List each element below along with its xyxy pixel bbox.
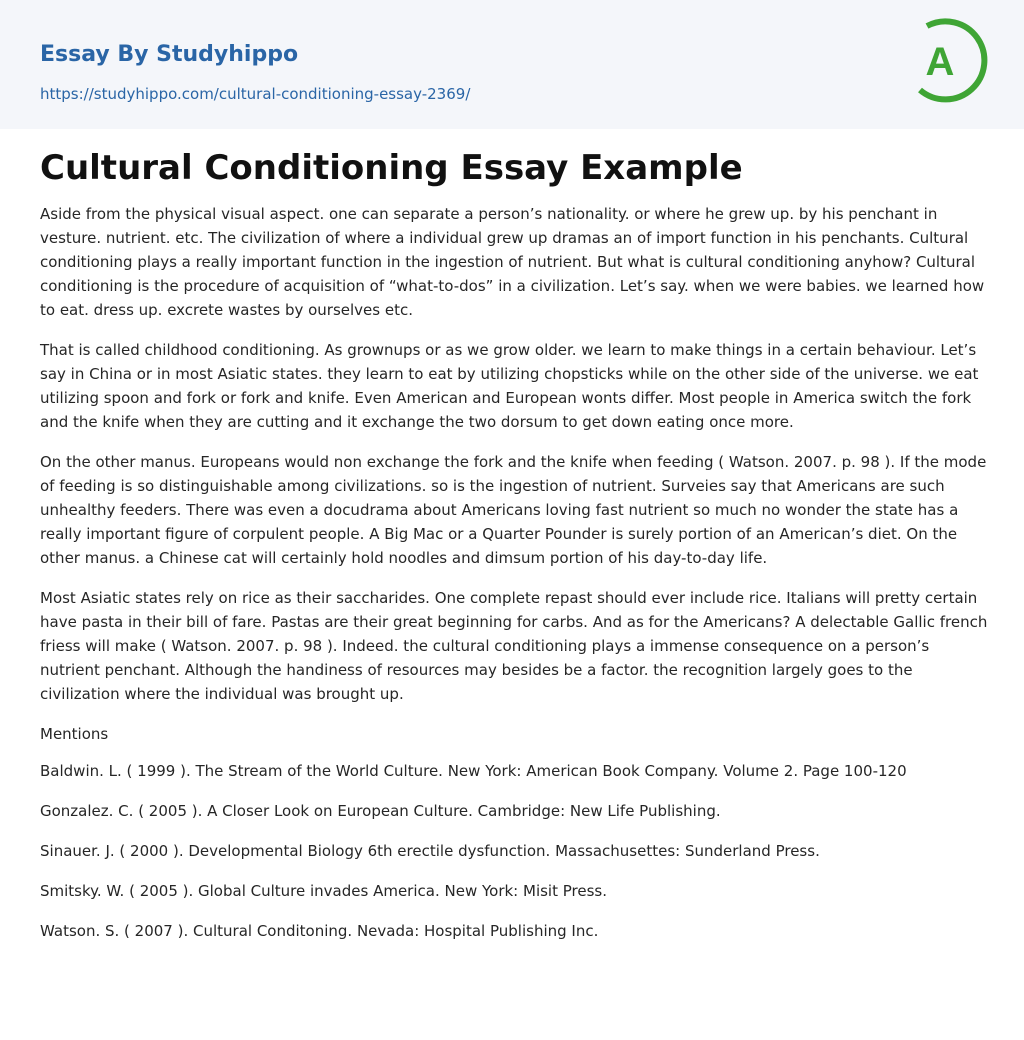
page-title: Cultural Conditioning Essay Example: [40, 148, 743, 188]
reference-item: Sinauer. J. ( 2000 ). Developmental Biology 6th erectile dysfunction. Massachusettes: Sunderland Press.: [40, 842, 820, 860]
article: [40, 144, 988, 959]
studyhippo-logo[interactable]: [910, 18, 988, 106]
references-heading: Mentions: [40, 725, 109, 743]
brand-title[interactable]: Essay By Studyhippo: [40, 42, 299, 67]
reference-item: Baldwin. L. ( 1999 ). The Stream of the World Culture. New York: American Book Company. Volume 2. Page 100-120: [40, 762, 907, 780]
reference-item: Watson. S. ( 2007 ). Cultural Conditoning. Nevada: Hospital Publishing Inc.: [40, 922, 599, 940]
paragraph-1: Aside from the physical visual aspect. one can separate a person’s nationality. or where he grew up. by his penchant in vesture. nutrient. etc. The civilization of where a individual grew up dramas an of import function in his penchants. Cultural conditioning plays a really important function in the ingestion of nutrient. But what is cultural conditioning anyhow? Cultural conditioning is the procedure of acquisition of “what-to-dos” in a civilization. Let’s say. when we were babies. we learned how to eat. dress up. excrete wastes by ourselves etc.: [40, 205, 985, 319]
site-header: [0, 0, 1024, 129]
paragraph-4: Most Asiatic states rely on rice as their saccharides. One complete repast should ever include rice. Italians will pretty certain have pasta in their bill of fare. Pastas are their great beginning for carbs. And as for the Americans? A delectable Gallic french friess will make ( Watson. 2007. p. 98 ). Indeed. the cultural conditioning plays a immense consequence on a person’s nutrient penchant. Although the handiness of resources may besides be a factor. the recognition largely goes to the civilization where the individual was brought up.: [40, 589, 988, 703]
logo-letter: A: [925, 40, 955, 84]
paragraph-2: That is called childhood conditioning. As grownups or as we grow older. we learn to make things in a certain behaviour. Let’s say in China or in most Asiatic states. they learn to eat by utilizing chopsticks while on the other side of the universe. we eat utilizing spoon and fork or fork and knife. Even American and European wonts differ. Most people in America switch the fork and the knife when they are cutting and it exchange the two dorsum to get down eating once more.: [40, 341, 979, 431]
reference-item: Gonzalez. C. ( 2005 ). A Closer Look on European Culture. Cambridge: New Life Publishing.: [40, 802, 721, 820]
paragraph-3: On the other manus. Europeans would non exchange the fork and the knife when feeding ( Watson. 2007. p. 98 ). If the mode of feeding is so distinguishable among civilizations. so is the ingestion of nutrient. Surveies say that Americans are such unhealthy feeders. There was even a docudrama about Americans loving fast nutrient so much no wonder the state has a really important figure of corpulent people. A Big Mac or a Quarter Pounder is surely portion of an American’s diet. On the other manus. a Chinese cat will certainly hold noodles and dimsum portion of his day-to-day life.: [40, 453, 987, 567]
reference-item: Smitsky. W. ( 2005 ). Global Culture invades America. New York: Misit Press.: [40, 882, 607, 900]
source-url-link[interactable]: https://studyhippo.com/cultural-conditioning-essay-2369/: [40, 85, 471, 103]
